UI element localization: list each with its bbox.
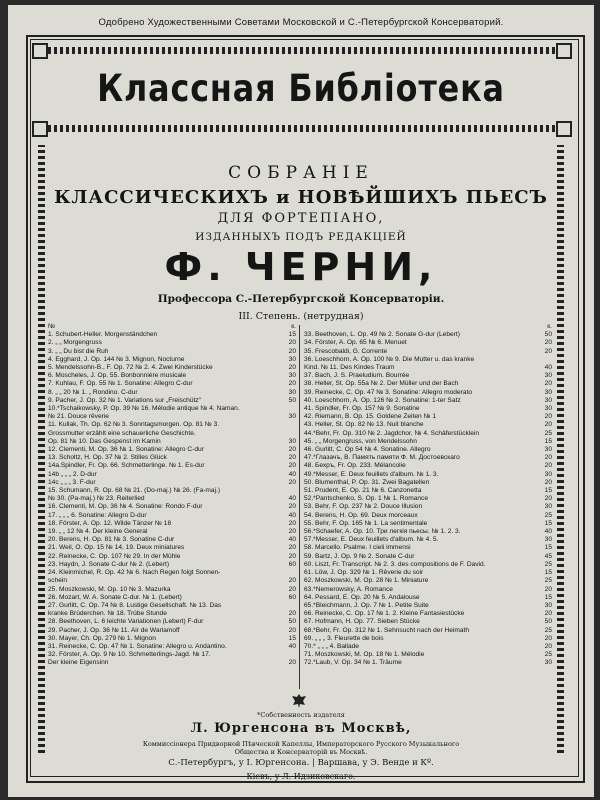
entry-title: 66. Reinecke, C. Op. 17 № 1. 2. Kleine Fantasiestücke bbox=[304, 610, 465, 618]
catalog-entry bbox=[48, 372, 296, 380]
entry-title: 13. Scholtz, H. Op. 37 № 2. Stilles Glück bbox=[48, 454, 167, 462]
ornament-band-top bbox=[36, 47, 566, 54]
entry-title: № 21. Douce rêverie bbox=[48, 413, 109, 421]
catalog-entry bbox=[304, 643, 552, 651]
entry-price: 40 bbox=[288, 470, 296, 478]
entry-title: 44.*Behr, Fr. Op. 310 № 2. Jagdchor. № 4. Schäferstücklein bbox=[304, 429, 480, 437]
entry-price: 25 bbox=[544, 626, 552, 634]
entry-price: 30 bbox=[288, 355, 296, 363]
catalog-entry bbox=[304, 577, 552, 585]
entry-title: 49.*Messer, E. Deux feuillets d'album. № 1. 3. bbox=[304, 470, 439, 478]
entry-title: Grossmutter erzählt eine schauerliche Geschichte. bbox=[48, 429, 196, 437]
entry-title: 20. Berens, H. Op. 81 № 3. Sonatine C-dur bbox=[48, 536, 175, 544]
imperial-eagle-icon bbox=[290, 693, 308, 709]
grade-line: III. Степень. (нетрудная) bbox=[238, 311, 364, 322]
entry-price: 50 bbox=[288, 618, 296, 626]
entry-title: 59. Bartz, J. Op. 9 № 2. Sonate C-dur bbox=[304, 552, 415, 560]
entry-price: 30 bbox=[288, 437, 296, 445]
publisher-credentials bbox=[8, 740, 594, 756]
catalog-entry bbox=[304, 454, 552, 462]
entry-title: 32. Förster, A. Op. 9 № 10. Schmetterlings-Jagd. № 17. bbox=[48, 651, 211, 659]
entry-price: 20 bbox=[288, 552, 296, 560]
corner-ornament bbox=[32, 43, 48, 59]
catalog-entry bbox=[304, 627, 552, 635]
catalog-entry bbox=[304, 471, 552, 479]
catalog-entry bbox=[304, 659, 552, 667]
price-header: к. bbox=[291, 323, 296, 330]
catalog-entry bbox=[48, 364, 296, 372]
ornament-band-title bbox=[36, 125, 566, 132]
entry-price: 25 bbox=[544, 429, 552, 437]
catalog-entry bbox=[48, 586, 296, 594]
entry-price: 40 bbox=[288, 536, 296, 544]
entry-title: 50. Blumenthal, P. Op. 31. Zwei Bagatellen bbox=[304, 478, 430, 486]
catalog-entry bbox=[48, 536, 296, 544]
entry-title: 10.*Tschaikowsky, P. Op. 39 № 16. Mélodie antique № 4. Naman. bbox=[48, 405, 240, 413]
entry-price: 20 bbox=[288, 585, 296, 593]
entry-price: 25 bbox=[544, 560, 552, 568]
catalog-entry bbox=[48, 405, 296, 413]
entry-title: 62. Moszkowski, M. Op. 28 № 1. Miniature bbox=[304, 577, 429, 585]
entry-price: 40 bbox=[288, 495, 296, 503]
catalog-entry bbox=[48, 454, 296, 462]
entry-price: 30 bbox=[544, 503, 552, 511]
catalog-entry bbox=[48, 495, 296, 503]
entry-title: 26. Mozart, W. A. Sonate C-dur. № 1. (Lebert) bbox=[48, 593, 182, 601]
entry-price bbox=[282, 602, 296, 610]
catalog-entry bbox=[304, 544, 552, 552]
entry-title: schein bbox=[48, 577, 68, 585]
entry-title: 57.*Messer, E. Deux feuillets d'album. № 4. 5. bbox=[304, 536, 439, 544]
column-header bbox=[48, 323, 296, 331]
entry-price: 50 bbox=[544, 331, 552, 339]
branch-kiev: Кiевъ, у Л. Идзиковскаго. bbox=[246, 772, 356, 781]
catalog-entry bbox=[304, 364, 552, 372]
catalog-entry bbox=[304, 356, 552, 364]
entry-price: 30 bbox=[544, 601, 552, 609]
entry-title: 39. Reinecke, C. Op. 47 № 3. Sonatine: Allegro moderato bbox=[304, 388, 472, 396]
entry-title: 30. Mayer, Ch. Op. 279 № 1. Mignon bbox=[48, 634, 156, 642]
catalog-entry bbox=[304, 594, 552, 602]
entry-title: 51. Prudent, E. Op. 21 № 6. Canzonetta bbox=[304, 487, 422, 495]
entry-price: 20 bbox=[288, 380, 296, 388]
entry-price bbox=[282, 421, 296, 429]
catalog-entry bbox=[304, 569, 552, 577]
entry-title: 54. Berens, H. Op. 69. Deux morceaux bbox=[304, 511, 418, 519]
collection-title: СОБРАНIЕ bbox=[228, 163, 374, 183]
entry-price: 20 bbox=[544, 462, 552, 470]
entry-title: 68.*Behr, Fr. Op. 312 № 1. Sehnsucht nach der Heimath bbox=[304, 626, 470, 634]
entry-price: 20 bbox=[544, 380, 552, 388]
entry-price: 20 bbox=[288, 626, 296, 634]
entry-price bbox=[282, 487, 296, 495]
credentials-line: Коммиссіонера Придворной Пѣвческой Капеллы, Императорского Русского Музыкального bbox=[142, 740, 460, 748]
entry-title: 29. Pacher, J. Op. 36 № 11. Air de Warlamoff bbox=[48, 626, 180, 634]
entry-title: 21. Weil, O. Op. 15 № 14, 19. Deux miniatures bbox=[48, 544, 185, 552]
entry-price: 60 bbox=[288, 593, 296, 601]
entry-price: 25 bbox=[544, 651, 552, 659]
catalog-entry bbox=[48, 397, 296, 405]
catalog-entry bbox=[48, 569, 296, 577]
catalog-entry bbox=[48, 389, 296, 397]
entry-price: 20 bbox=[544, 634, 552, 642]
entry-title: 40. Loeschhorn, A. Op. 126 № 2. Sonatine: 1-ter Satz bbox=[304, 396, 461, 404]
catalog-entry bbox=[304, 520, 552, 528]
entry-price: 15 bbox=[544, 487, 552, 495]
catalog-entry bbox=[48, 446, 296, 454]
entry-price: 30 bbox=[288, 372, 296, 380]
entry-title: 18. Förster, A. Op. 12. Wilde Tänzer № 18 bbox=[48, 519, 172, 527]
entry-price: 15 bbox=[544, 519, 552, 527]
catalog-entry bbox=[48, 348, 296, 356]
catalog-entry bbox=[48, 462, 296, 470]
entry-price: 40 bbox=[544, 528, 552, 536]
entry-price bbox=[282, 405, 296, 413]
entry-title: 58. Marcello. Psalme. I cieli immensi bbox=[304, 544, 411, 552]
catalog-entry bbox=[304, 438, 552, 446]
catalog-entry bbox=[48, 421, 296, 429]
entry-price: 30 bbox=[288, 413, 296, 421]
entry-price: 20 bbox=[288, 610, 296, 618]
catalog-column-right bbox=[304, 323, 552, 668]
catalog-entry bbox=[48, 577, 296, 585]
entry-title: 33. Beethoven, L. Op. 49 № 2. Sonate G-dur (Lebert) bbox=[304, 331, 460, 339]
entry-title: 25. Moszkowski, M. Op. 10 № 3. Mazurka bbox=[48, 585, 171, 593]
entry-price: 20 bbox=[288, 446, 296, 454]
catalog-entry bbox=[48, 512, 296, 520]
catalog-entry bbox=[304, 610, 552, 618]
catalog-entry bbox=[48, 618, 296, 626]
sheet-page bbox=[8, 5, 594, 797]
entry-title: 3. „ „ Du bist die Ruh bbox=[48, 347, 109, 355]
entry-price: 30 bbox=[544, 446, 552, 454]
catalog-entry bbox=[304, 553, 552, 561]
entry-price bbox=[282, 569, 296, 577]
entry-title: 6. Moscheles, J. Op. 55. Bonbonnière musicale bbox=[48, 372, 187, 380]
column-header bbox=[304, 323, 552, 331]
catalog-list-right bbox=[304, 331, 552, 667]
entry-title: 23. Haydn, J. Sonate C-dur № 2. (Lebert) bbox=[48, 560, 170, 568]
entry-price: 30 bbox=[544, 388, 552, 396]
entry-price: 15 bbox=[544, 593, 552, 601]
catalog-entry bbox=[48, 553, 296, 561]
entry-title: 72.*Laub, V. Op. 34 № 1. Träume bbox=[304, 659, 402, 667]
entry-price: 20 bbox=[544, 478, 552, 486]
entry-title: 43. Heller, St. Op. 82 № 13. Nuit blanche bbox=[304, 421, 424, 429]
entry-title: № 30. (Pa-maj.) № 23. Reiterlied bbox=[48, 495, 145, 503]
entry-title: Der kleine Eigensinn bbox=[48, 659, 109, 667]
entry-title: 2. „ „ Morgengruss bbox=[48, 339, 102, 347]
price-header: к. bbox=[547, 323, 552, 330]
entry-title: Kind. № 11. Des Kindes Traum bbox=[304, 364, 395, 372]
catalog-entry bbox=[304, 372, 552, 380]
entry-price: 30 bbox=[544, 659, 552, 667]
catalog-entry bbox=[48, 356, 296, 364]
entry-title: 22. Reinecke, C. Op. 107 № 29. In der Mühle bbox=[48, 552, 181, 560]
entry-title: kranke Brüderchen. № 18. Trübe Stunde bbox=[48, 610, 167, 618]
entry-price: 20 bbox=[544, 610, 552, 618]
catalog-entry bbox=[48, 479, 296, 487]
library-title: Классная Библiотека bbox=[97, 67, 505, 110]
collection-subtitle: КЛАССИЧЕСКИХЪ и НОВѢЙШИХЪ ПЬЕСЪ bbox=[54, 187, 548, 208]
catalog-entry bbox=[48, 430, 296, 438]
entry-title: 19. „ „ 12 № 4. Der kleine General bbox=[48, 528, 148, 536]
entry-price bbox=[282, 651, 296, 659]
entry-title: 45. „ „ Morgengruss, von Mendelssohn bbox=[304, 437, 417, 445]
catalog-entry bbox=[304, 651, 552, 659]
catalog-entry bbox=[304, 512, 552, 520]
entry-price: 20 bbox=[544, 339, 552, 347]
entry-price: 15 bbox=[544, 437, 552, 445]
entry-title: 7. Kuhlau, F. Op. 55 № 1. Sonatine: Allegro C-dur bbox=[48, 380, 193, 388]
editor-name: Ф. ЧЕРНИ, bbox=[164, 245, 438, 289]
catalog-entry bbox=[304, 503, 552, 511]
catalog-entry bbox=[48, 438, 296, 446]
entry-price: 20 bbox=[288, 347, 296, 355]
entry-price: 20 bbox=[288, 544, 296, 552]
catalog-entry bbox=[48, 627, 296, 635]
catalog-entry bbox=[48, 528, 296, 536]
entry-price: 40 bbox=[288, 642, 296, 650]
entry-title: 31. Reinecke, C. Op. 47 № 1. Sonatine: Allegro u. Andantino. bbox=[48, 642, 227, 650]
corner-ornament bbox=[32, 121, 48, 137]
catalog-entry bbox=[304, 618, 552, 626]
entry-title: 14a.Spindler, Fr. Op. 66. Schmetterlinge. № 1. Es-dur bbox=[48, 462, 205, 470]
catalog-entry bbox=[48, 594, 296, 602]
catalog-entry bbox=[304, 602, 552, 610]
catalog-entry bbox=[304, 421, 552, 429]
catalog-entry bbox=[304, 635, 552, 643]
ownership-note: *Собственность издателя bbox=[257, 711, 345, 719]
catalog-entry bbox=[304, 487, 552, 495]
edited-line: ИЗДАННЫХЪ ПОДЪ РЕДАКЦIЕЙ bbox=[195, 231, 407, 243]
entry-title: 53. Behr, F. Op. 237 № 2. Douce Illusion bbox=[304, 503, 423, 511]
entry-price: 20 bbox=[288, 503, 296, 511]
catalog-entry bbox=[48, 561, 296, 569]
entry-title: 52.*Pantschenko, S. Op. 1 № 1. Romance bbox=[304, 495, 428, 503]
entry-title: 17. „ „ „ 6. Sonatine: Allegro D-dur bbox=[48, 511, 147, 519]
catalog-entry bbox=[48, 602, 296, 610]
catalog-entry bbox=[304, 380, 552, 388]
catalog-entry bbox=[48, 643, 296, 651]
entry-title: 14c „ „ „ 3. F-dur bbox=[48, 478, 96, 486]
entry-title: 15. Schumann, R. Op. 68 № 21. (Do-maj.) № 26. (Fa-maj.) bbox=[48, 487, 221, 495]
entry-title: 69. „ „ „ 3. Fleurette de bois bbox=[304, 634, 384, 642]
entry-title: 41. Spindler, Fr. Op. 157 № 9. Sonatine bbox=[304, 405, 420, 413]
catalog-entry bbox=[48, 339, 296, 347]
entry-title: 37. Bach, J. S. Praeludium. Bourrée bbox=[304, 372, 410, 380]
number-header: № bbox=[48, 323, 56, 330]
entry-title: 70.* „ „ „ 4. Ballade bbox=[304, 642, 359, 650]
catalog-entry bbox=[304, 339, 552, 347]
entry-title: 63.*Nemerowsky, A. Romance bbox=[304, 585, 393, 593]
entry-title: 8. „ „ 20 № 1. „ Rondino. C-dur bbox=[48, 388, 138, 396]
entry-title: 1. Schubert-Heller. Morgenständchen bbox=[48, 331, 158, 339]
entry-title: 12. Clementi, M. Op. 36 № 1. Sonatine: Allegro C-dur bbox=[48, 446, 204, 454]
entry-title: 5. Mendelssohn-B., F. Op. 72 № 2. 4. Zwei Kinderstücke bbox=[48, 364, 213, 372]
entry-title: 36. Loeschhorn, A. Op. 100 № 9. Die Mutter u. das kranke bbox=[304, 355, 475, 363]
catalog-entry bbox=[304, 536, 552, 544]
entry-title: 4. Egghard, J. Op. 144 № 3. Mignon, Nocturne bbox=[48, 355, 185, 363]
entry-price: 20 bbox=[544, 495, 552, 503]
catalog-entry bbox=[304, 348, 552, 356]
entry-price: 20 bbox=[288, 462, 296, 470]
entry-price: 60 bbox=[288, 560, 296, 568]
catalog-column-left bbox=[48, 323, 296, 668]
entry-title: 35. Frescobaldi, G. Corrente bbox=[304, 347, 388, 355]
entry-price: 40 bbox=[288, 511, 296, 519]
publisher-name: Л. Юргенсона въ Москвѣ, bbox=[190, 721, 412, 736]
catalog-entry bbox=[304, 397, 552, 405]
catalog-entry bbox=[304, 430, 552, 438]
editor-title: Профессора С.-Петербургской Консерваторiи. bbox=[157, 293, 445, 305]
entry-title: 11. Kullak, Th. Op. 62 № 3. Sonntagsmorgen. Op. 81 № 3. bbox=[48, 421, 220, 429]
entry-price: 50 bbox=[544, 618, 552, 626]
entry-price: 20 bbox=[288, 659, 296, 667]
entry-title: 65.*Bleichmann, J. Op. 7 № 1. Petite Suite bbox=[304, 601, 429, 609]
entry-price: 20 bbox=[288, 478, 296, 486]
entry-price: 25 bbox=[544, 511, 552, 519]
entry-price: 45 bbox=[544, 552, 552, 560]
catalog-entry bbox=[48, 635, 296, 643]
corner-ornament bbox=[556, 43, 572, 59]
catalog-list-left bbox=[48, 331, 296, 667]
entry-title: 14b „ „ „ 2. D-dur bbox=[48, 470, 97, 478]
entry-title: 55. Behr, F. Op. 165 № 1. La sentimentale bbox=[304, 519, 428, 527]
credentials-line: Общества и Консерваторій въ Москвѣ. bbox=[234, 748, 368, 756]
entry-price: 30 bbox=[288, 388, 296, 396]
catalog-entry bbox=[48, 520, 296, 528]
entry-price: 20 bbox=[544, 413, 552, 421]
catalog-entry bbox=[48, 651, 296, 659]
catalog-entry bbox=[48, 544, 296, 552]
catalog-entry bbox=[48, 487, 296, 495]
entry-title: 27. Gurlitt, C. Op. 74 № 8. Lustige Gesellschaft. № 13. Das bbox=[48, 601, 222, 609]
entry-title: 67. Hofmann, H. Op. 77. Sieben Stücke bbox=[304, 618, 420, 626]
catalog-entry bbox=[304, 561, 552, 569]
entry-price: 15 bbox=[544, 569, 552, 577]
catalog-entry bbox=[304, 405, 552, 413]
catalog-entry bbox=[48, 659, 296, 667]
entry-price: 30 bbox=[544, 372, 552, 380]
entry-price: 20 bbox=[544, 454, 552, 462]
entry-title: 56.*Schaefer, A. Op. 10. Три легкія пьесы. № 1. 2. 3. bbox=[304, 528, 461, 536]
entry-price: 15 bbox=[288, 331, 296, 339]
entry-title: 42. Riemann, B. Op. 15. Goldene Zeiten № 1 bbox=[304, 413, 437, 421]
entry-price: 15 bbox=[288, 634, 296, 642]
catalog-entry bbox=[304, 389, 552, 397]
entry-price: 25 bbox=[544, 577, 552, 585]
catalog-entry bbox=[304, 495, 552, 503]
entry-price: 15 bbox=[544, 544, 552, 552]
entry-price: 20 bbox=[288, 528, 296, 536]
catalog-entry bbox=[304, 462, 552, 470]
entry-price: 20 bbox=[288, 339, 296, 347]
catalog-entry bbox=[48, 610, 296, 618]
entry-title: 24. Kleinmichel, R. Op. 42 № 6. Nach Regen folgt Sonnen- bbox=[48, 569, 221, 577]
column-divider bbox=[299, 325, 300, 689]
entry-title: 28. Beethoven, L. 6 leichte Variationen (Lebert) F-dur bbox=[48, 618, 204, 626]
approval-line: Одобрено Художественными Советами Московской и С.-Петербургской Консерваторий. bbox=[98, 17, 504, 28]
entry-price: 20 bbox=[288, 454, 296, 462]
entry-title: 46. Gurlitt, C. Op 54 № 4. Sonatine. Allegro bbox=[304, 446, 431, 454]
catalog-entry bbox=[48, 503, 296, 511]
catalog-entry bbox=[304, 446, 552, 454]
entry-price: 20 bbox=[544, 421, 552, 429]
catalog-entry bbox=[48, 413, 296, 421]
entry-title: 9. Pacher, J. Op. 32 № 1. Variations sur „Freischütz“ bbox=[48, 396, 201, 404]
entry-price bbox=[282, 430, 296, 438]
instrument-line: ДЛЯ ФОРТЕПIАНО, bbox=[217, 211, 385, 226]
catalog-entry bbox=[304, 528, 552, 536]
entry-title: 16. Clementi, M. Op. 36 № 4. Sonatine: Rondo F-dur bbox=[48, 503, 203, 511]
entry-title: 47.*Глазачъ, В. Память памяти Ф. М. Достоевскаго bbox=[304, 454, 460, 462]
entry-price: 40 bbox=[544, 364, 552, 372]
entry-title: 38. Heller, St. Op. 55a № 2. Der Müller und der Bach bbox=[304, 380, 459, 388]
catalog-entry bbox=[304, 479, 552, 487]
entry-price: 30 bbox=[544, 405, 552, 413]
entry-price: 20 bbox=[544, 347, 552, 355]
catalog-entry bbox=[304, 586, 552, 594]
entry-title: Op. 81 № 10. Das Gespenst im Kamin bbox=[48, 437, 161, 445]
corner-ornament bbox=[556, 121, 572, 137]
catalog-entry bbox=[48, 380, 296, 388]
entry-price: 30 bbox=[544, 396, 552, 404]
catalog-entry bbox=[48, 331, 296, 339]
entry-title: 60. Liszt, Fr. Transcript. № 2. 3. des compositions de F. David. bbox=[304, 560, 486, 568]
entry-title: 64. Pessard, E. Op. 20 № 5. Andalouse bbox=[304, 593, 420, 601]
branch-cities: С.-Петербургъ, у I. Юргенсона. | Варшава, у Э. Вендe и Кº. bbox=[168, 758, 434, 768]
catalog-entry bbox=[304, 413, 552, 421]
entry-price: 50 bbox=[288, 396, 296, 404]
entry-price: 20 bbox=[544, 642, 552, 650]
entry-title: 48. Бехръ, Fr. Op. 233. Mélancolie bbox=[304, 462, 406, 470]
catalog-entry bbox=[48, 471, 296, 479]
entry-price: 20 bbox=[544, 585, 552, 593]
entry-price: 30 bbox=[544, 470, 552, 478]
entry-title: 61. Löw, J. Op. 329 № 1. Rêverie du soir bbox=[304, 569, 424, 577]
entry-price: 20 bbox=[288, 577, 296, 585]
entry-title: 34. Förster, A. Op. 65 № 6. Menuet bbox=[304, 339, 407, 347]
entry-price bbox=[538, 356, 552, 364]
catalog-entry bbox=[304, 331, 552, 339]
entry-price: 20 bbox=[288, 364, 296, 372]
entry-price: 20 bbox=[288, 519, 296, 527]
entry-price: 30 bbox=[544, 536, 552, 544]
entry-title: 71. Moszkowski, M. Op. 18 № 1. Mélodie bbox=[304, 651, 425, 659]
